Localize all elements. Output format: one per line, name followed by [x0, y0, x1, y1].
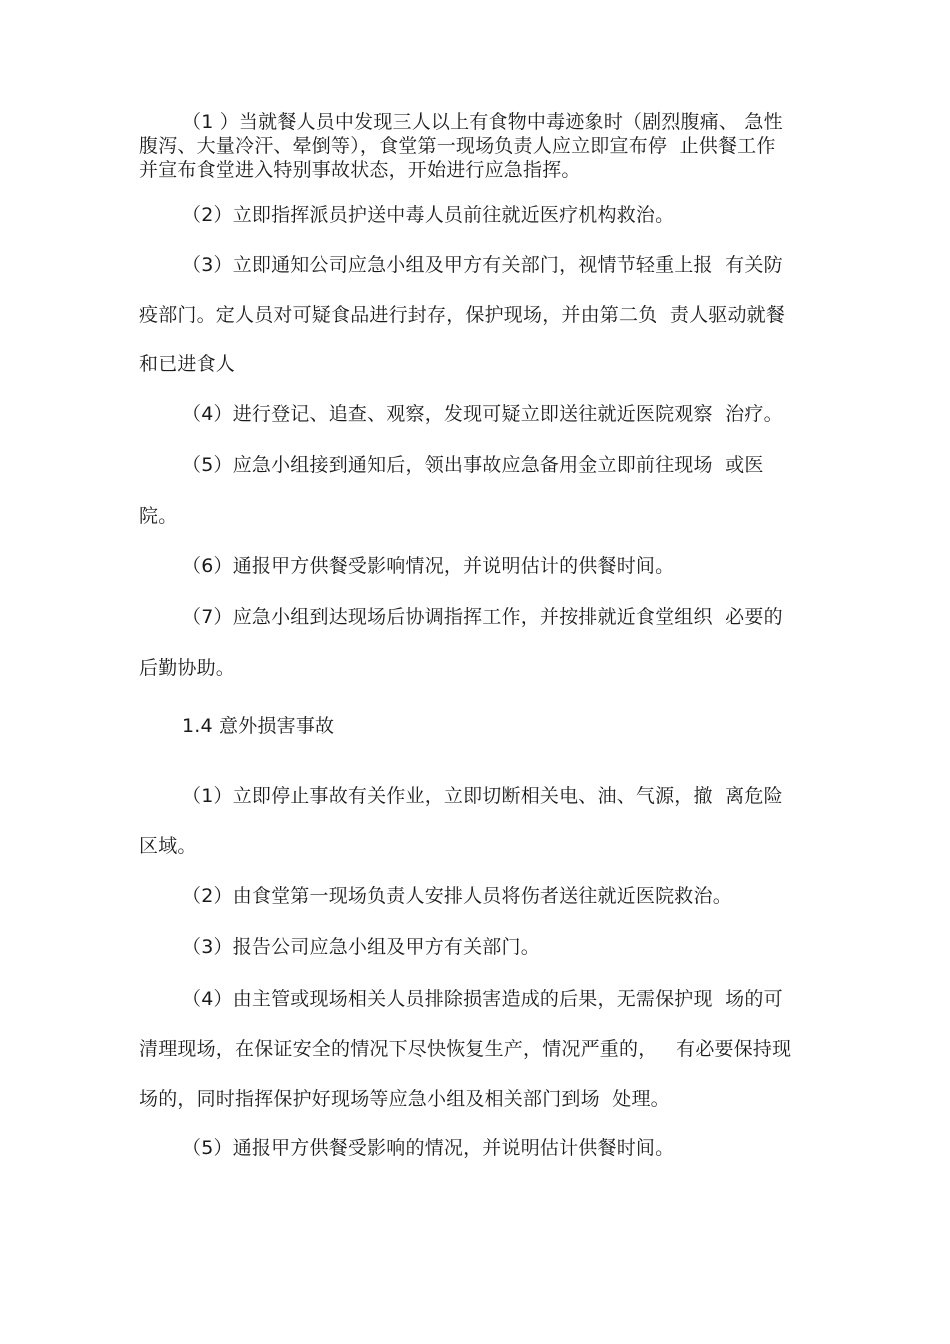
section-heading: 1.4 意外损害事故 — [182, 715, 335, 737]
text-line: 区域。 — [139, 835, 197, 857]
text-line: （4）进行登记、追查、观察，发现可疑立即送往就近医院观察 治疗。 — [182, 403, 783, 425]
text-line: （1）立即停止事故有关作业，立即切断相关电、油、气源，撤 离危险 — [182, 785, 783, 807]
text-line: 疫部门。定人员对可疑食品进行封存，保护现场，并由第二负 责人驱动就餐 — [139, 304, 786, 326]
text-line: 腹泻、大量冷汗、晕倒等），食堂第一现场负责人应立即宣布停 止供餐工作 — [139, 135, 776, 157]
text-line: （5）通报甲方供餐受影响的情况，并说明估计供餐时间。 — [182, 1137, 675, 1159]
text-line: （2）立即指挥派员护送中毒人员前往就近医疗机构救治。 — [182, 204, 675, 226]
text-line: （2）由食堂第一现场负责人安排人员将伤者送往就近医院救治。 — [182, 885, 732, 907]
text-line: （1 ）当就餐人员中发现三人以上有食物中毒迹象时（剧烈腹痛、 急性 — [182, 111, 783, 133]
text-line: 和已进食人 — [139, 353, 236, 375]
text-line: （7）应急小组到达现场后协调指挥工作，并按排就近食堂组织 必要的 — [182, 606, 783, 628]
text-line: 场的，同时指挥保护好现场等应急小组及相关部门到场 处理。 — [139, 1088, 670, 1110]
text-line: （6）通报甲方供餐受影响情况，并说明估计的供餐时间。 — [182, 555, 675, 577]
text-line: 后勤协助。 — [139, 657, 236, 679]
text-line: （3）立即通知公司应急小组及甲方有关部门，视情节轻重上报 有关防 — [182, 254, 783, 276]
text-line: 清理现场，在保证安全的情况下尽快恢复生产，情况严重的， 有必要保持现 — [139, 1038, 792, 1060]
text-line: （5）应急小组接到通知后，领出事故应急备用金立即前往现场 或医 — [182, 454, 764, 476]
text-line: 并宣布食堂进入特别事故状态，开始进行应急指挥。 — [139, 159, 581, 181]
text-line: （3）报告公司应急小组及甲方有关部门。 — [182, 936, 540, 958]
text-line: （4）由主管或现场相关人员排除损害造成的后果，无需保护现 场的可 — [182, 988, 783, 1010]
text-line: 院。 — [139, 505, 178, 527]
